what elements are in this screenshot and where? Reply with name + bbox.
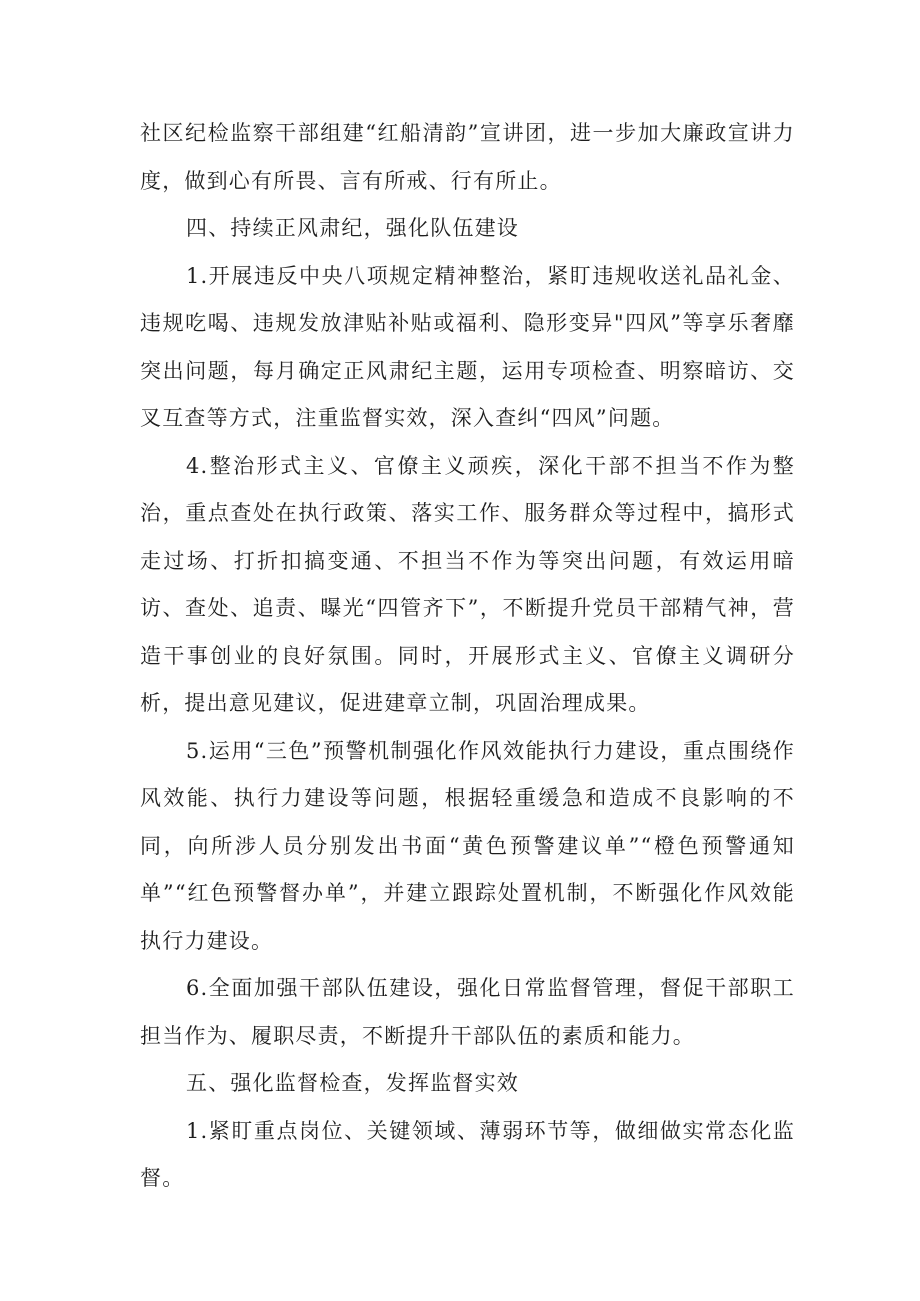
document-body	[140, 110, 795, 1203]
paragraph-continuation: 社区纪检监察干部组建“红船清韵”宣讲团，进一步加大廉政宣讲力度，做到心有所畏、言有所戒、行有所止。	[140, 121, 795, 193]
paragraph-item-6: 6.全面加强干部队伍建设，强化日常监督管理，督促干部职工担当作为、履职尽责，不断提升干部队伍的素质和能力。	[140, 976, 795, 1048]
paragraph-item-1: 1.开展违反中央八项规定精神整治，紧盯违规收送礼品礼金、违规吃喝、违规发放津贴补贴或福利、隐形变异"四风”等享乐奢靡突出问题，每月确定正风肃纪主题，运用专项检查、明察暗访、交叉互查等方式，注重监督实效，深入查纠“四风”问题。	[140, 263, 795, 430]
paragraph-item-4: 4.整治形式主义、官僚主义顽疾，深化干部不担当不作为整治，重点查处在执行政策、落实工作、服务群众等过程中，搞形式走过场、打折扣搞变通、不担当不作为等突出问题，有效运用暗访、查处、追责、曝光“四管齐下”，不断提升党员干部精气神，营造干事创业的良好氛围。同时，开展形式主义、官僚主义调研分析，提出意见建议，促进建章立制，巩固治理成果。	[140, 453, 795, 715]
paragraph-item-1-section-5: 1.紧盯重点岗位、关键领域、薄弱环节等，做细做实常态化监督。	[140, 1118, 795, 1190]
section-heading-4: 四、持续正风肃纪，强化队伍建设	[186, 216, 519, 240]
paragraph-item-5: 5.运用“三色”预警机制强化作风效能执行力建设，重点围绕作风效能、执行力建设等问题，根据轻重缓急和造成不良影响的不同，向所涉人员分别发出书面“黄色预警建议单”“橙色预警通知单”“红色预警督办单”，并建立跟踪处置机制，不断强化作风效能执行力建设。	[140, 738, 795, 953]
section-heading-5: 五、强化监督检查，发挥监督实效	[186, 1071, 519, 1095]
